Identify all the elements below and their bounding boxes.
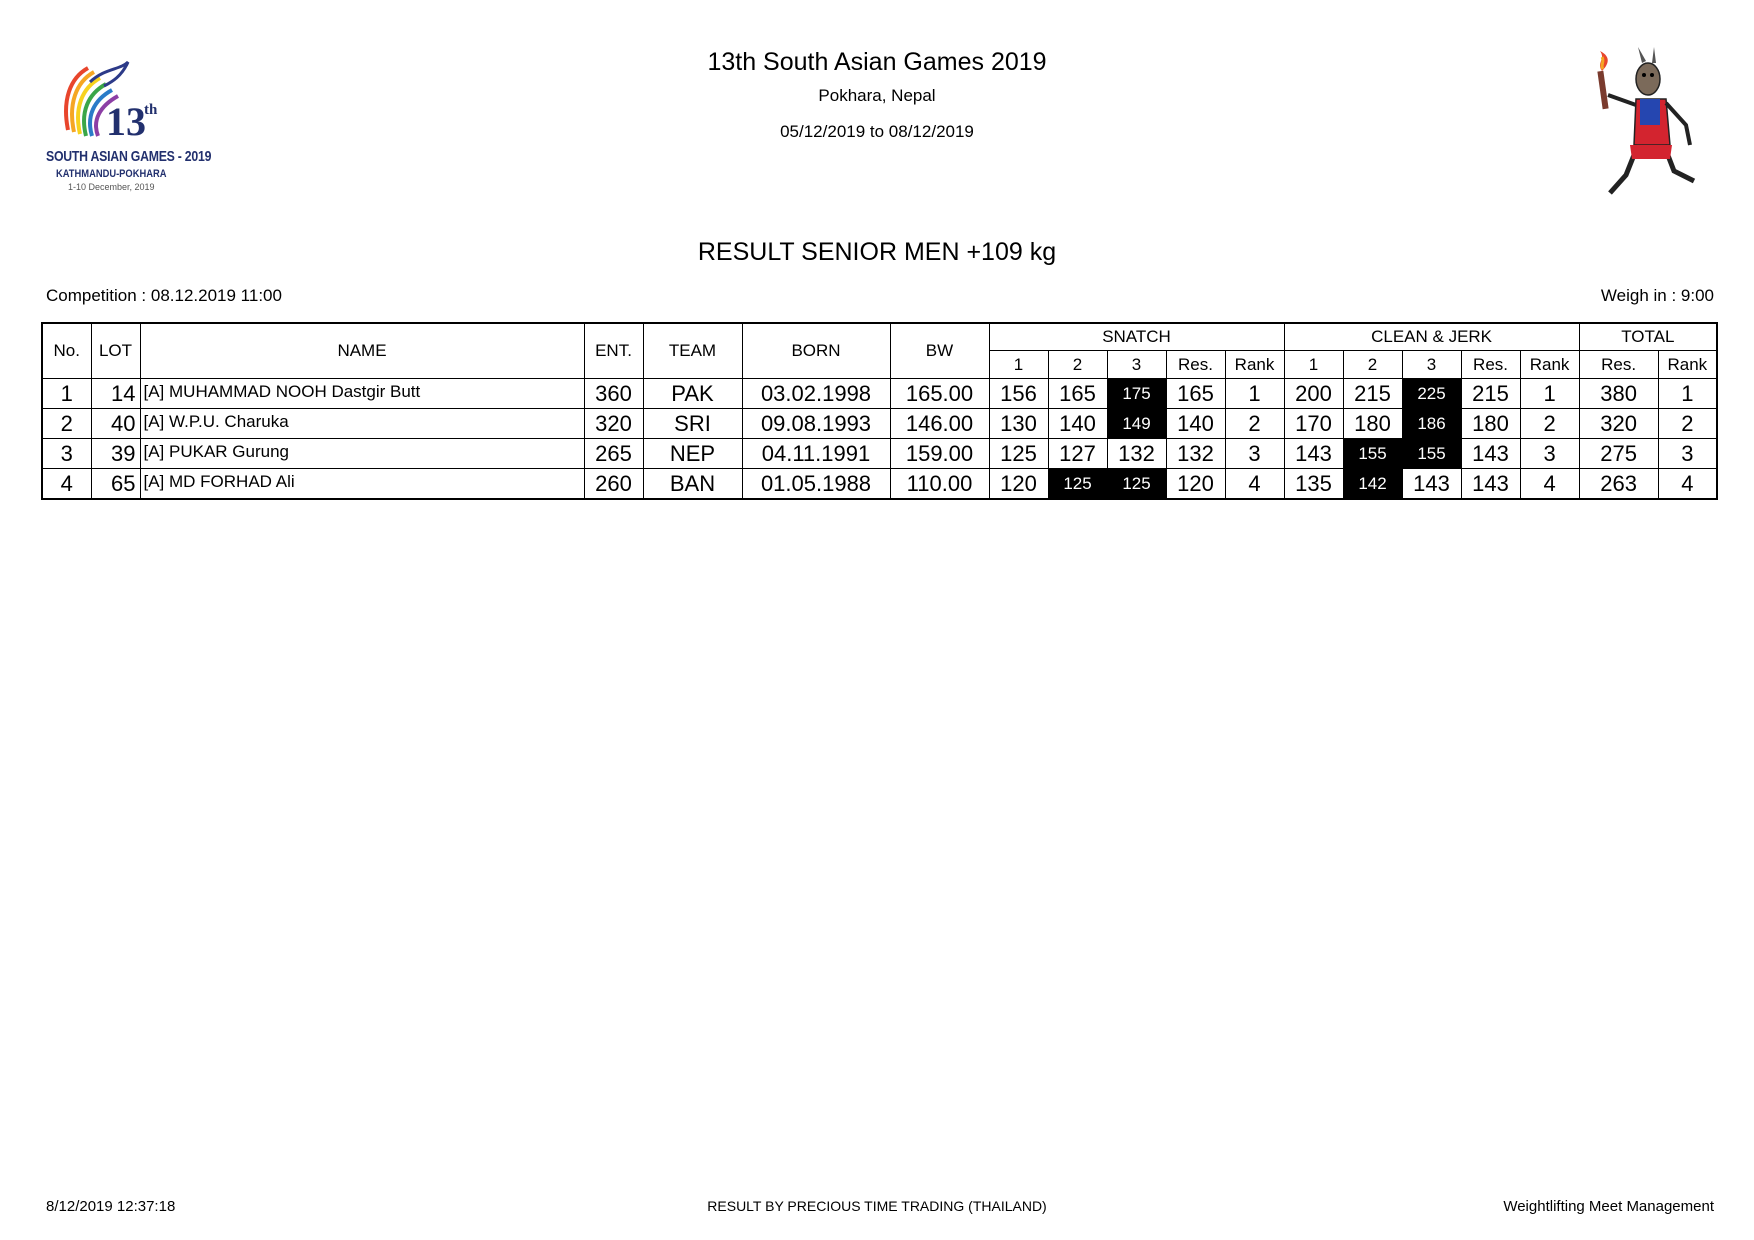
col-header-total-res: Res. [1579, 351, 1658, 379]
cell-name: [A] PUKAR Gurung [140, 439, 584, 469]
event-title: 13th South Asian Games 2019 [707, 48, 1047, 76]
cell-sn1: 125 [989, 439, 1048, 469]
col-header-cj-2: 2 [1343, 351, 1402, 379]
cell-born: 01.05.1988 [742, 469, 890, 500]
cell-bw: 146.00 [890, 409, 989, 439]
col-header-total-rank: Rank [1658, 351, 1717, 379]
cell-tot-rank: 2 [1658, 409, 1717, 439]
cell-bw: 165.00 [890, 379, 989, 409]
col-header-lot: LOT [91, 323, 140, 379]
cell-born: 09.08.1993 [742, 409, 890, 439]
cell-name: [A] MD FORHAD Ali [140, 469, 584, 500]
col-header-cj-res: Res. [1461, 351, 1520, 379]
col-header-snatch: SNATCH [989, 323, 1284, 351]
col-header-cj-rank: Rank [1520, 351, 1579, 379]
col-header-no: No. [42, 323, 91, 379]
cell-cj-rank: 2 [1520, 409, 1579, 439]
cell-sn-res: 132 [1166, 439, 1225, 469]
cell-cj2: 180 [1343, 409, 1402, 439]
cell-tot-res: 320 [1579, 409, 1658, 439]
col-header-snatch-rank: Rank [1225, 351, 1284, 379]
cell-cj3: 186 [1402, 409, 1461, 439]
event-dates: 05/12/2019 to 08/12/2019 [780, 122, 974, 141]
cell-ent: 260 [584, 469, 643, 500]
software-name: Weightlifting Meet Management [1503, 1198, 1714, 1215]
cell-no: 1 [42, 379, 91, 409]
cell-cj3: 155 [1402, 439, 1461, 469]
cell-lot: 65 [91, 469, 140, 500]
cell-cj1: 143 [1284, 439, 1343, 469]
col-header-team: TEAM [643, 323, 742, 379]
cell-lot: 40 [91, 409, 140, 439]
cell-sn-res: 120 [1166, 469, 1225, 500]
weigh-in-time: Weigh in : 9:00 [1600, 286, 1714, 305]
col-header-name: NAME [140, 323, 584, 379]
col-header-snatch-2: 2 [1048, 351, 1107, 379]
table-row [42, 469, 1717, 500]
cell-cj-res: 180 [1461, 409, 1520, 439]
cell-sn-rank: 3 [1225, 439, 1284, 469]
cell-no: 4 [42, 469, 91, 500]
cell-sn-rank: 2 [1225, 409, 1284, 439]
cell-ent: 320 [584, 409, 643, 439]
cell-tot-res: 380 [1579, 379, 1658, 409]
col-header-born: BORN [742, 323, 890, 379]
table-row [42, 379, 1717, 409]
logo-line3: 1-10 December, 2019 [68, 182, 155, 192]
print-timestamp: 8/12/2019 12:37:18 [46, 1198, 176, 1215]
cell-tot-rank: 4 [1658, 469, 1717, 500]
cell-born: 04.11.1991 [742, 439, 890, 469]
cell-sn3: 125 [1107, 469, 1166, 500]
cell-cj-rank: 1 [1520, 379, 1579, 409]
cell-bw: 110.00 [890, 469, 989, 500]
cell-sn-res: 140 [1166, 409, 1225, 439]
col-header-cj-1: 1 [1284, 351, 1343, 379]
cell-cj3: 225 [1402, 379, 1461, 409]
table-row [42, 409, 1717, 439]
cell-cj1: 135 [1284, 469, 1343, 500]
cell-cj2: 142 [1343, 469, 1402, 500]
table-row [42, 439, 1717, 469]
cell-cj-res: 143 [1461, 439, 1520, 469]
cell-cj3: 143 [1402, 469, 1461, 500]
cell-sn1: 130 [989, 409, 1048, 439]
col-header-clean-jerk: CLEAN & JERK [1284, 323, 1579, 351]
cell-sn2: 125 [1048, 469, 1107, 500]
col-header-bw: BW [890, 323, 989, 379]
logo-number: 13 [106, 99, 146, 144]
cell-cj2: 155 [1343, 439, 1402, 469]
logo-line2: KATHMANDU-POKHARA [56, 168, 167, 180]
cell-cj-rank: 3 [1520, 439, 1579, 469]
cell-sn2: 165 [1048, 379, 1107, 409]
col-header-snatch-res: Res. [1166, 351, 1225, 379]
cell-cj2: 215 [1343, 379, 1402, 409]
cell-cj-res: 143 [1461, 469, 1520, 500]
cell-tot-res: 263 [1579, 469, 1658, 500]
event-city: Pokhara, Nepal [818, 86, 936, 105]
col-header-snatch-3: 3 [1107, 351, 1166, 379]
cell-sn3: 175 [1107, 379, 1166, 409]
cell-sn-res: 165 [1166, 379, 1225, 409]
cell-sn-rank: 4 [1225, 469, 1284, 500]
cell-team: NEP [643, 439, 742, 469]
logo-suffix: th [144, 102, 158, 118]
cell-sn3: 149 [1107, 409, 1166, 439]
cell-ent: 265 [584, 439, 643, 469]
cell-name: [A] W.P.U. Charuka [140, 409, 584, 439]
cell-team: BAN [643, 469, 742, 500]
col-header-ent: ENT. [584, 323, 643, 379]
cell-cj1: 170 [1284, 409, 1343, 439]
cell-ent: 360 [584, 379, 643, 409]
cell-sn1: 156 [989, 379, 1048, 409]
cell-team: PAK [643, 379, 742, 409]
cell-no: 3 [42, 439, 91, 469]
cell-lot: 14 [91, 379, 140, 409]
cell-sn2: 140 [1048, 409, 1107, 439]
cell-lot: 39 [91, 439, 140, 469]
cell-bw: 159.00 [890, 439, 989, 469]
cell-tot-rank: 1 [1658, 379, 1717, 409]
cell-team: SRI [643, 409, 742, 439]
col-header-total: TOTAL [1579, 323, 1717, 351]
result-title: RESULT SENIOR MEN +109 kg [697, 238, 1057, 266]
cell-name: [A] MUHAMMAD NOOH Dastgir Butt [140, 379, 584, 409]
competition-time: Competition : 08.12.2019 11:00 [46, 286, 282, 305]
cell-sn1: 120 [989, 469, 1048, 500]
cell-sn-rank: 1 [1225, 379, 1284, 409]
cell-cj1: 200 [1284, 379, 1343, 409]
col-header-snatch-1: 1 [989, 351, 1048, 379]
col-header-cj-3: 3 [1402, 351, 1461, 379]
result-credit: RESULT BY PRECIOUS TIME TRADING (THAILAND) [707, 1198, 1047, 1214]
cell-tot-res: 275 [1579, 439, 1658, 469]
cell-born: 03.02.1998 [742, 379, 890, 409]
cell-no: 2 [42, 409, 91, 439]
cell-tot-rank: 3 [1658, 439, 1717, 469]
cell-cj-res: 215 [1461, 379, 1520, 409]
cell-sn2: 127 [1048, 439, 1107, 469]
cell-sn3: 132 [1107, 439, 1166, 469]
logo-line1: SOUTH ASIAN GAMES - 2019 [46, 148, 212, 165]
results-table [41, 322, 1718, 500]
cell-cj-rank: 4 [1520, 469, 1579, 500]
